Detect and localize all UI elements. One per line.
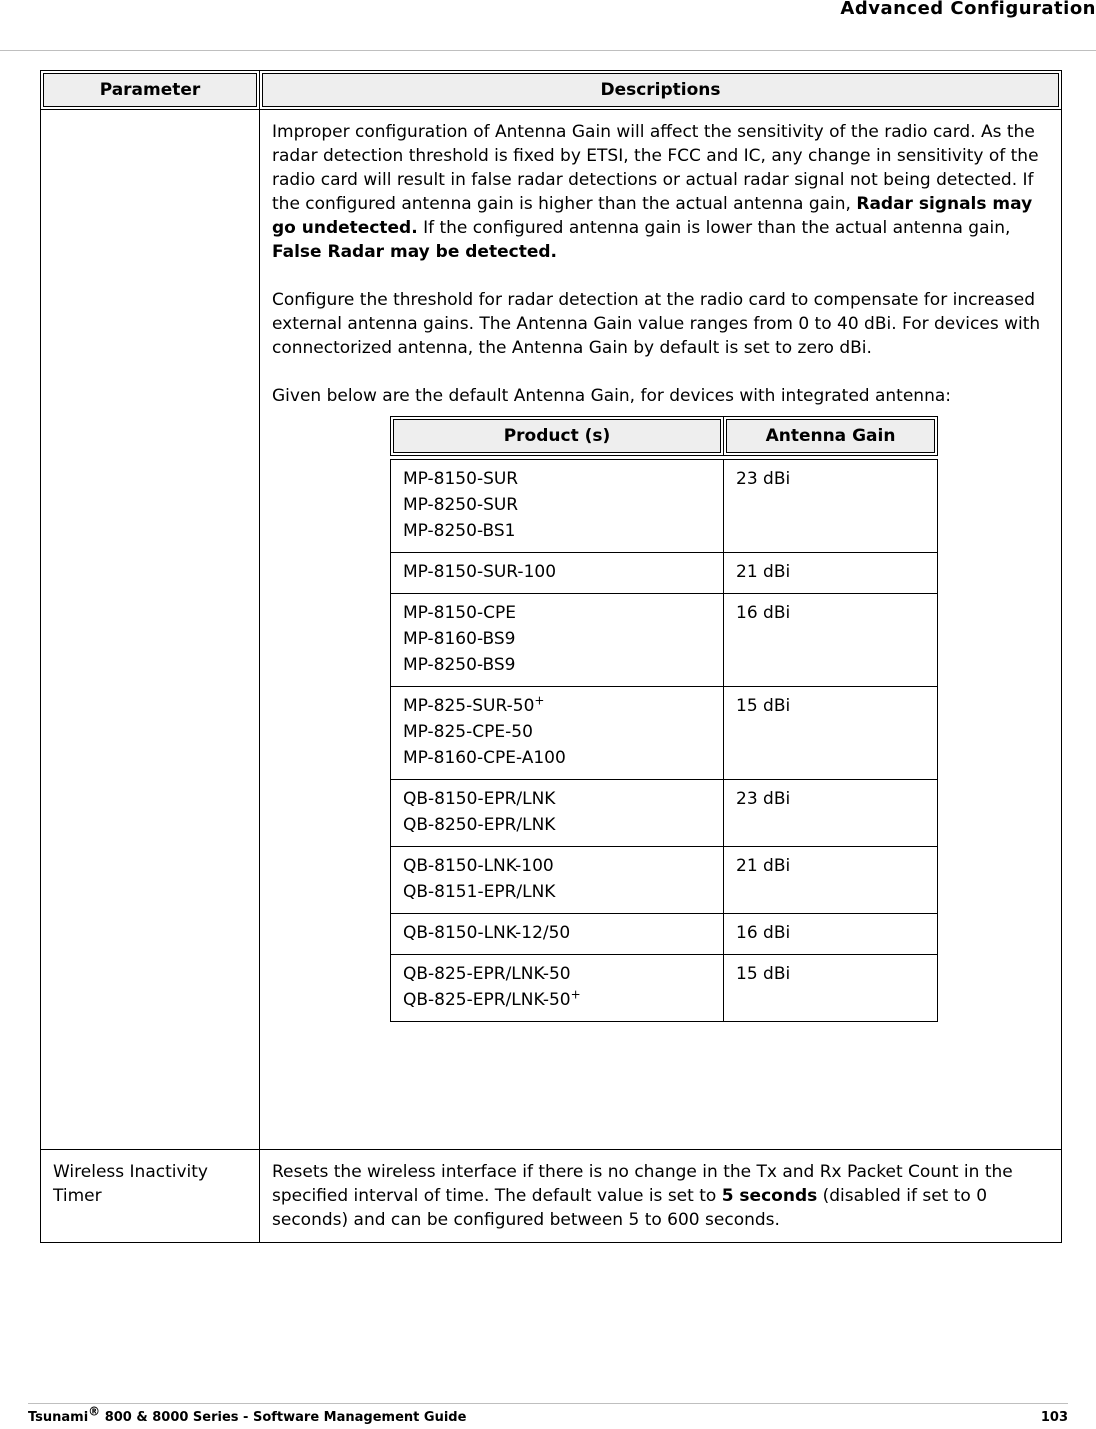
header-title: Advanced Configuration: [840, 0, 1096, 19]
page-footer: [28, 1403, 1068, 1425]
gain-table-row: [391, 955, 938, 1022]
gain-cell: 15 dBi: [724, 955, 938, 1022]
gain-cell: 21 dBi: [724, 847, 938, 914]
products-cell: QB-825-EPR/LNK-50 QB-825-EPR/LNK-50+: [391, 955, 724, 1022]
gain-table-row: [391, 780, 938, 847]
products-cell: QB-8150-EPR/LNK QB-8250-EPR/LNK: [391, 780, 724, 847]
table-row: [41, 1150, 1062, 1243]
products-cell: MP-8150-SUR MP-8250-SUR MP-8250-BS1: [391, 460, 724, 553]
gain-cell: 23 dBi: [724, 780, 938, 847]
products-cell: MP-8150-CPE MP-8160-BS9 MP-8250-BS9: [391, 594, 724, 687]
gain-table-row: [391, 687, 938, 780]
description-paragraph: Given below are the default Antenna Gain, for devices with integrated antenna:: [272, 386, 951, 406]
column-header-parameter: Parameter: [41, 71, 260, 110]
bold-text: 5 seconds: [721, 1186, 818, 1206]
plus-mark: +: [534, 693, 545, 708]
column-header-antenna-gain: Antenna Gain: [724, 417, 938, 456]
gain-table-row: [391, 460, 938, 553]
products-cell: MP-8150-SUR-100: [391, 553, 724, 594]
antenna-gain-table: [390, 416, 938, 1022]
gain-table-row: [391, 914, 938, 955]
description-cell: Resets the wireless interface if there is no change in the Tx and Rx Packet Count in the specified interval of time. The default value is set to 5 seconds (disabled if set to 0 seconds) and can be configured between 5 to 600 seconds.: [260, 1150, 1062, 1243]
page-number: 103: [1040, 1410, 1068, 1425]
footer-title: Tsunami® 800 & 8000 Series - Software Management Guide: [28, 1404, 467, 1425]
gain-table-row: [391, 553, 938, 594]
gain-table-row: [391, 594, 938, 687]
description-paragraph: Configure the threshold for radar detection at the radio card to compensate for increased external antenna gains. The Antenna Gain value ranges from 0 to 40 dBi. For devices with connectorized antenna, the Antenna Gain by default is set to zero dBi.: [272, 290, 1041, 358]
gain-cell: 21 dBi: [724, 553, 938, 594]
description-paragraph: Improper configuration of Antenna Gain will affect the sensitivity of the radio card. As the radar detection threshold is fixed by ETSI, the FCC and IC, any change in sensitivity of the radio card will result in false radar detections or actual radar signal not being detected. If the configured antenna gain is higher than the actual antenna gain, Radar signals may go undetected. If the configured antenna gain is lower than the actual antenna gain, False Radar may be detected.: [272, 122, 1039, 262]
gain-cell: 23 dBi: [724, 460, 938, 553]
page-header: [0, 0, 1096, 51]
plus-mark: +: [570, 987, 581, 1002]
gain-table-header-row: [391, 417, 938, 456]
column-header-descriptions: Descriptions: [260, 71, 1062, 110]
products-cell: QB-8150-LNK-12/50: [391, 914, 724, 955]
bold-text: Radar signals may go undetected.: [272, 194, 1033, 238]
parameter-cell: Wireless Inactivity Timer: [41, 1150, 260, 1243]
products-cell: QB-8150-LNK-100 QB-8151-EPR/LNK: [391, 847, 724, 914]
parameter-cell: [41, 110, 260, 1150]
table-row: [41, 110, 1062, 1150]
bold-text: False Radar may be detected.: [272, 242, 557, 262]
description-cell: [260, 110, 1062, 1150]
gain-cell: 16 dBi: [724, 594, 938, 687]
parameter-table: [40, 70, 1062, 1243]
products-cell: MP-825-SUR-50+ MP-825-CPE-50 MP-8160-CPE-A100: [391, 687, 724, 780]
table-header-row: [41, 71, 1062, 110]
gain-cell: 16 dBi: [724, 914, 938, 955]
column-header-products: Product (s): [391, 417, 724, 456]
gain-cell: 15 dBi: [724, 687, 938, 780]
gain-table-row: [391, 847, 938, 914]
